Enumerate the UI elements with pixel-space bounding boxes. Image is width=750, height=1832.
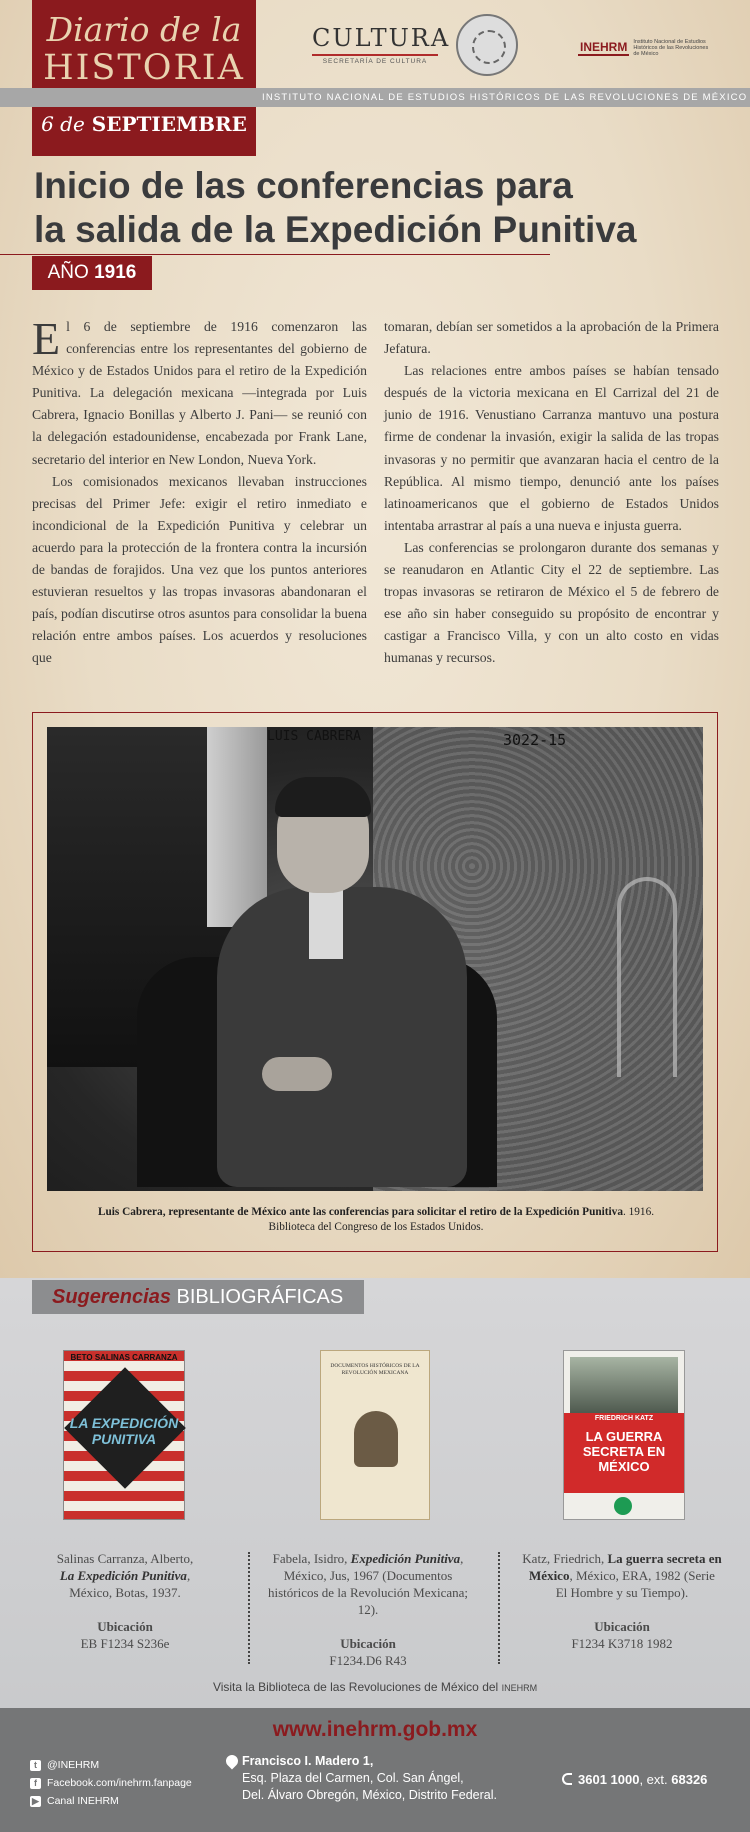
book-cover-portrait: [354, 1411, 398, 1467]
bibliography-heading: [32, 1280, 364, 1314]
photo-caption: [53, 1205, 699, 1235]
inehrm-mark: INEHRM: [580, 40, 628, 54]
photo-frame: [32, 712, 718, 1252]
photo-inscription: LUIS CABRERA: [267, 729, 361, 744]
bibliography-divider: [498, 1552, 500, 1664]
mexico-seal-icon: [456, 14, 518, 76]
article-paragraph-1: [32, 313, 367, 471]
headline-divider: [0, 254, 550, 255]
bibliography-entry-3: [522, 1550, 722, 1652]
book-cover-author: FRIEDRICH KATZ: [594, 1415, 654, 1422]
photo-hair: [275, 777, 371, 817]
photo-curtain: [207, 727, 267, 927]
facebook-url: Facebook.com/inehrm.fanpage: [47, 1777, 192, 1789]
article-paragraph-2: Los comisionados mexicanos llevaban instrucciones precisas del Primer Jefe: exigir el retiro inmediato e incondicional de la Expedición Punitiva y celebrar un acuerdo para la protección de la frontera contra la incursión de bandas de forajidos. Una vez que los puntos anteriores estuvieran resueltos y las tropas invasoras abandonaran el país, podían discutirse otros asuntos para consolidar la buena relación entre ambos países. Los acuerdos y resoluciones que: [32, 473, 367, 666]
article-paragraph-3: Las relaciones entre ambos países se habían tensado después de la victoria mexicana en El Carrizal del 21 de junio de 1916. Venustiano Carranza mantuvo una postura firme de condenar la invasión, exigir la salida de las tropas invasoras y no permitir que avanzaran hacia el centro de la República. Al mismo tiempo, denunció ante los países latinoamericanos que el gobierno de Estados Unidos intentaba arrastrar al país a una nueva e injusta guerra.: [384, 363, 719, 533]
book-cover-author: BETO SALINAS CARRANZA: [70, 1353, 178, 1362]
bibliography-heading-em: Sugerencias: [52, 1286, 171, 1308]
bib-location-label: Ubicación: [340, 1636, 396, 1651]
drop-cap: E: [32, 313, 61, 364]
address-street: Francisco I. Madero 1,: [242, 1754, 374, 1768]
logo-title-line2: HISTORIA: [43, 48, 245, 88]
bib-author: Salinas Carranza, Alberto,: [56, 1551, 194, 1566]
social-links: [30, 1756, 220, 1810]
article-title-line1: Inicio de las conferencias para: [34, 165, 573, 206]
bibliography-divider: [248, 1552, 250, 1664]
book-cover-photo: [570, 1357, 678, 1413]
publisher-logo-icon: [614, 1497, 632, 1515]
cultura-name: CULTURA: [312, 24, 451, 52]
phone-ext: 68326: [671, 1772, 708, 1787]
bibliography-entry-1: Salinas Carranza, Alberto, La Expedición Punitiva, México, Botas, 1937. Ubicación EB F1234 S236e: [25, 1550, 225, 1652]
diario-historia-logo[interactable]: [32, 0, 256, 156]
book-cover-title: LA EXPEDICIÓN PUNITIVA: [69, 1415, 179, 1447]
article-paragraph-2-continued: tomaran, debían ser sometidos a la aprobación de la Primera Jefatura.: [384, 319, 719, 357]
youtube-link[interactable]: [30, 1792, 220, 1810]
historical-photo[interactable]: [47, 727, 703, 1191]
phone-contact[interactable]: [562, 1772, 750, 1787]
address: [242, 1753, 542, 1804]
photo-shirt: [309, 889, 343, 959]
logo-day: 6 de: [41, 112, 85, 136]
logo-date: [32, 112, 256, 136]
visit-text: Visita la Biblioteca de las Revoluciones de México del: [212, 1680, 499, 1694]
caption-source: Biblioteca del Congreso de los Estados Unidos.: [268, 1221, 484, 1233]
bibliography-heading-rest: BIBLIOGRÁFICAS: [176, 1286, 344, 1308]
paragraph-1-text: l 6 de septiembre de 1916 comenzaron las conferencias entre los representantes del gobierno de México y de Estados Unidos para el retiro de la Expedición Punitiva. La delegación mexicana —integrada por Luis Cabrera, Ignacio Bonillas y Alberto J. Pani— se reunió con la delegación estadounidense, encabezada por Frank Lane, secretario del interior en New London, Nueva York.: [32, 319, 367, 467]
photo-hand: [262, 1057, 332, 1091]
bib-title: La guerra secreta en México: [529, 1551, 722, 1583]
book-cover-documentos-historicos[interactable]: [320, 1350, 430, 1520]
caption-main: Luis Cabrera, representante de México ante las conferencias para solicitar el retiro de la Expedición Punitiva: [97, 1206, 623, 1218]
address-line1: Esq. Plaza del Carmen, Col. San Ángel,: [242, 1771, 464, 1785]
book-cover-title: LA GUERRA SECRETA EN MÉXICO: [582, 1429, 666, 1474]
photo-number: 3022-15: [503, 731, 567, 749]
article-column-left: [32, 313, 367, 670]
book-cover-title: DOCUMENTOS HISTÓRICOS DE LA REVOLUCIÓN MEXICANA: [330, 1363, 420, 1376]
bibliography-entry-2: [268, 1550, 468, 1669]
photo-lamp: [617, 877, 677, 1077]
phone-icon: [562, 1773, 572, 1785]
website-link[interactable]: www.inehrm.gob.mx: [272, 1718, 478, 1741]
visit-inehrm: INEHRM: [501, 1683, 538, 1693]
article-title-line2: la salida de la Expedición Punitiva: [34, 209, 637, 250]
twitter-handle: @INEHRM: [47, 1759, 100, 1771]
bib-details: , México, Jus, 1967 (Documentos históricos de la Revolución Mexicana; 12).: [268, 1551, 469, 1617]
twitter-link[interactable]: [30, 1756, 220, 1774]
library-visit-note: [0, 1680, 750, 1694]
bib-author: Katz, Friedrich,: [522, 1551, 605, 1566]
youtube-icon: ▶: [30, 1796, 41, 1807]
year-value: 1916: [94, 262, 137, 283]
phone-number: 3601 1000: [578, 1772, 640, 1787]
year-label: AÑO: [47, 262, 89, 283]
bib-details: México, Botas, 1937.: [69, 1585, 181, 1600]
year-badge: [32, 256, 152, 290]
cultura-logo[interactable]: [312, 24, 451, 65]
bib-location-label: Ubicación: [97, 1619, 153, 1634]
book-cover-expedicion-punitiva[interactable]: [63, 1350, 185, 1520]
address-line2: Del. Álvaro Obregón, México, Distrito Federal.: [242, 1788, 497, 1802]
caption-year: . 1916.: [622, 1206, 655, 1218]
logo-title-line1: Diario de la: [46, 10, 242, 49]
book-cover-guerra-secreta[interactable]: [563, 1350, 685, 1520]
article-paragraph-4: Las conferencias se prolongaron durante dos semanas y se reanudaron en Atlantic City el 22 de septiembre. Las tropas invasoras se retiraron de México el 5 de febrero de ese año sin haber conseguido su propósito de encontrar y castigar a Francisco Villa, y con un alto costo en vidas humanas y recursos.: [384, 539, 719, 666]
institute-name: INSTITUTO NACIONAL DE ESTUDIOS HISTÓRICOS DE LAS REVOLUCIONES DE MÉXICO: [262, 92, 748, 103]
bib-location: F1234.D6 R43: [329, 1653, 407, 1668]
article-column-right: [384, 316, 719, 670]
logo-month: SEPTIEMBRE: [91, 112, 247, 136]
twitter-icon: t: [30, 1760, 41, 1771]
youtube-channel: Canal INEHRM: [47, 1795, 119, 1807]
bib-details: , México, ERA, 1982 (Serie El Hombre y su Tiempo).: [555, 1568, 715, 1600]
bib-location: F1234 K3718 1982: [571, 1636, 673, 1651]
facebook-icon: f: [30, 1778, 41, 1789]
bib-location: EB F1234 S236e: [80, 1636, 170, 1651]
inehrm-subtitle: Instituto Nacional de Estudios Históricos de las Revoluciones de México: [633, 39, 709, 57]
bib-title: Expedición Punitiva: [350, 1551, 461, 1566]
phone-ext-label: , ext.: [639, 1772, 668, 1787]
article-title: [34, 164, 714, 252]
facebook-link[interactable]: [30, 1774, 220, 1792]
cultura-subtitle: SECRETARÍA DE CULTURA: [312, 54, 438, 65]
bib-title: La Expedición Punitiva: [59, 1568, 187, 1583]
bib-author: Fabela, Isidro,: [272, 1551, 348, 1566]
bib-location-label: Ubicación: [594, 1619, 650, 1634]
inehrm-logo[interactable]: [578, 36, 713, 60]
